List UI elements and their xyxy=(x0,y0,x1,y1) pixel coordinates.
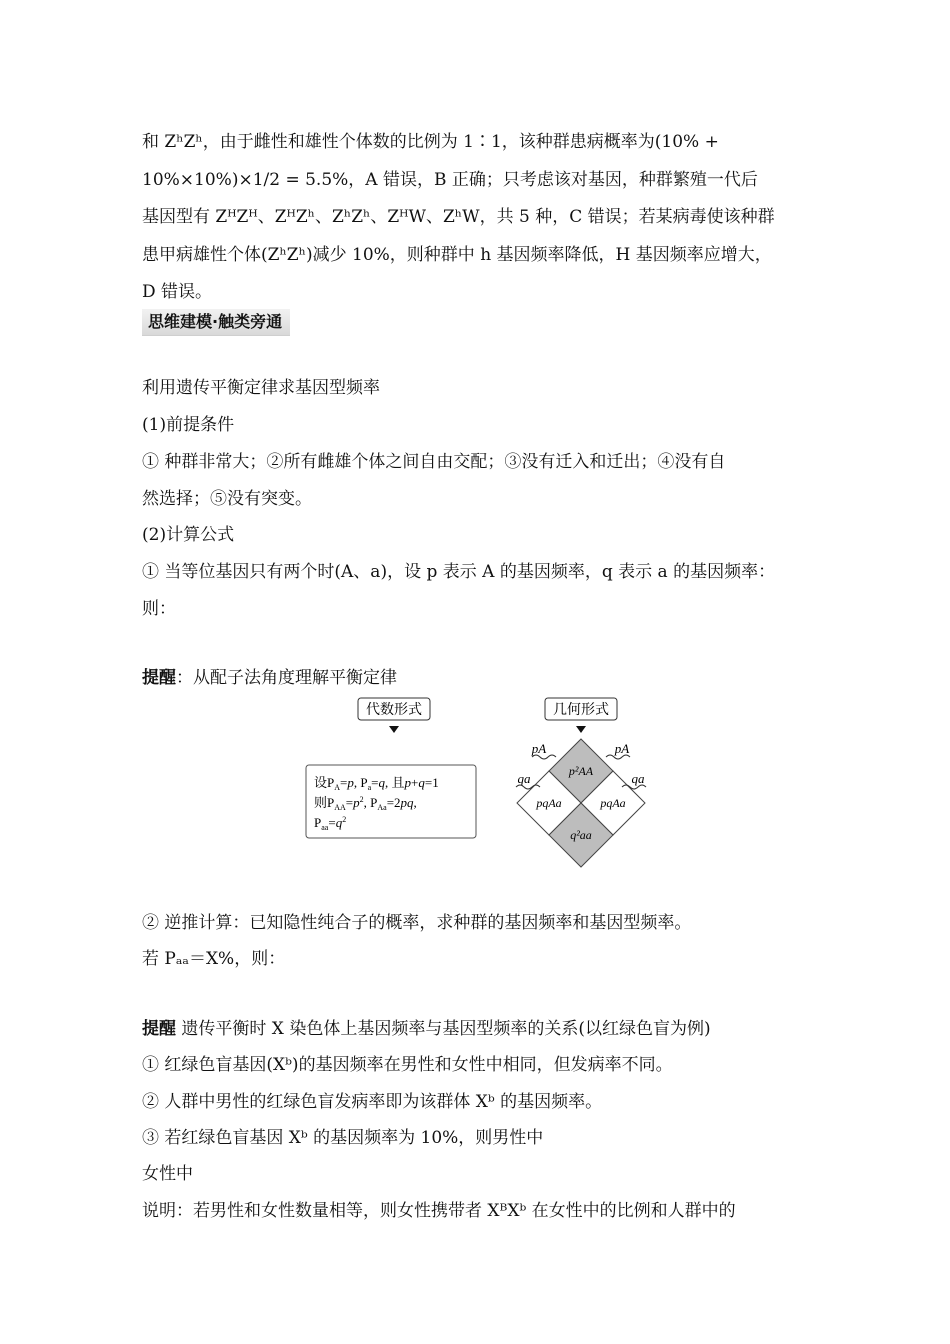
algebra-label: 代数形式 xyxy=(366,703,422,718)
tip-1-label: 提醒 xyxy=(142,668,176,688)
gamete-qa-left: qa xyxy=(517,771,531,786)
intro-line-2: 10%×10%)×1/2 = 5.5%，A 错误，B 正确；只考虑该对基因，种群繁殖一代后 xyxy=(142,170,758,190)
premise-text-2: 然选择；⑤没有突变。 xyxy=(142,489,312,509)
formula-text-2: 则： xyxy=(142,599,176,619)
tip-2-item-1: ① 红绿色盲基因(Xᵇ)的基因频率在男性和女性中相同，但发病率不同。 xyxy=(142,1055,673,1075)
formula-title: (2)计算公式 xyxy=(142,525,235,545)
intro-line-4: 患甲病雄性个体(ZʰZʰ)减少 10%，则种群中 h 基因频率降低，H 基因频率应增大， xyxy=(142,245,772,265)
tip-2-note: 说明：若男性和女性数量相等，则女性携带者 XᴮXᵇ 在女性中的比例和人群中的 xyxy=(142,1201,736,1221)
geometry-label: 几何形式 xyxy=(553,703,609,718)
algebra-line-1: 设$P_A=p$, $P_a=q$, 且p+q=1 xyxy=(314,775,439,792)
tip-2-item-4: 女性中 xyxy=(142,1164,193,1184)
topic-heading: 利用遗传平衡定律求基因型频率 xyxy=(142,378,380,398)
tip-2-item-2: ② 人群中男性的红绿色盲发病率即为该群体 Xᵇ 的基因频率。 xyxy=(142,1092,603,1112)
algebra-arrow-icon xyxy=(389,726,399,733)
gamete-qa-right: qa xyxy=(631,771,645,786)
gamete-pA-left: pA xyxy=(531,741,547,756)
cell-right-text: pqAa xyxy=(600,796,626,810)
intro-line-1: 和 ZʰZʰ，由于雌性和雄性个体数的比例为 1∶1，该种群患病概率为(10% + xyxy=(142,132,719,152)
gamete-pA-right: pA xyxy=(614,741,630,756)
tip-2-text: 遗传平衡时 X 染色体上基因频率与基因型频率的关系(以红绿色盲为例) xyxy=(176,1019,711,1039)
reverse-calc-text: ② 逆推计算：已知隐性纯合子的概率，求种群的基因频率和基因型频率。 xyxy=(142,913,692,933)
premise-text-1: ① 种群非常大；②所有雌雄个体之间自由交配；③没有迁入和迁出；④没有自 xyxy=(142,452,726,472)
premise-title: (1)前提条件 xyxy=(142,415,235,435)
algebra-line-2: 则$P_{AA}=p^2$, $P_{Aa}=2pq$, xyxy=(314,795,417,812)
section-banner: 思维建模·触类旁通 xyxy=(142,309,290,336)
tip-1 xyxy=(142,663,397,688)
tip-2-label: 提醒 xyxy=(142,1019,176,1039)
cell-left-text: pqAa xyxy=(536,796,562,810)
intro-line-3: 基因型有 ZᴴZᴴ、ZᴴZʰ、ZʰZʰ、ZᴴW、ZʰW，共 5 种，C 错误；若某病毒使该种群 xyxy=(142,207,775,227)
tip-2 xyxy=(142,1014,711,1039)
reverse-calc-formula: 若 Pₐₐ＝X%，则： xyxy=(142,949,286,969)
hardy-weinberg-diagram xyxy=(300,695,660,879)
tip-2-item-3: ③ 若红绿色盲基因 Xᵇ 的基因频率为 10%，则男性中 xyxy=(142,1128,544,1148)
intro-line-5: D 错误。 xyxy=(142,282,213,302)
tip-1-text: ：从配子法角度理解平衡定律 xyxy=(176,668,397,688)
cell-top-text: p²AA xyxy=(568,764,594,778)
geometry-arrow-icon xyxy=(576,726,586,733)
formula-text-1: ① 当等位基因只有两个时(A、a)，设 p 表示 A 的基因频率，q 表示 a 的基因频率： xyxy=(142,562,776,582)
cell-bottom-text: q²aa xyxy=(570,828,592,842)
algebra-line-3: $P_{aa}=q^2$ xyxy=(314,815,347,832)
